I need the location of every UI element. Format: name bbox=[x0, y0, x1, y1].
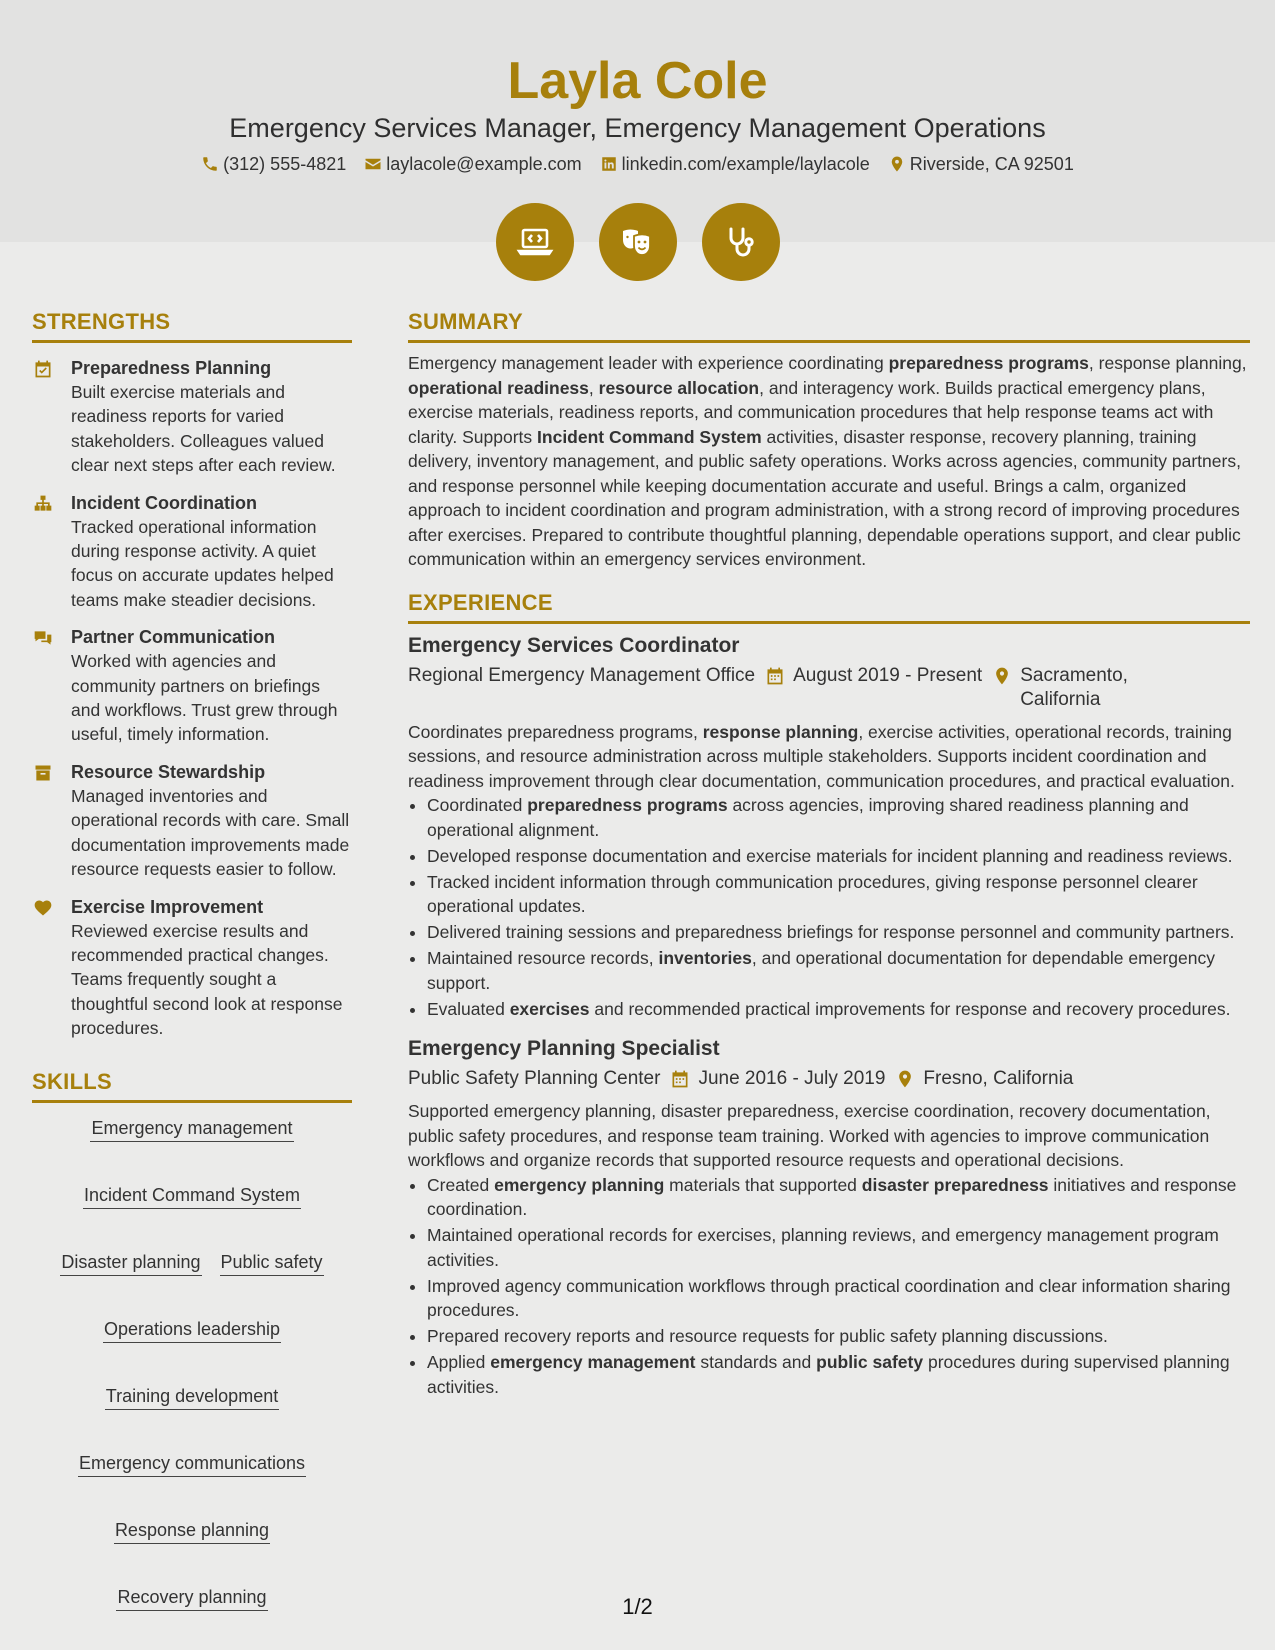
map-pin-icon bbox=[895, 1069, 915, 1089]
phone-icon bbox=[201, 155, 219, 173]
contact-linkedin[interactable] bbox=[600, 152, 870, 176]
skills-list bbox=[32, 1117, 352, 1611]
skills-heading: SKILLS bbox=[32, 1067, 352, 1103]
strength-desc: Built exercise materials and readiness reports for varied stakeholders. Colleagues valued clear next steps after each review. bbox=[71, 382, 336, 476]
sitemap-icon bbox=[32, 494, 54, 514]
right-column bbox=[408, 307, 1250, 1401]
list-item: • Maintained resource records, inventories, and operational documentation for dependable emergency support. bbox=[427, 946, 1250, 995]
job-title: Emergency Planning Specialist bbox=[408, 1037, 720, 1060]
stethoscope-icon bbox=[702, 203, 780, 281]
job-description: Coordinates preparedness programs, response planning, exercise activities, operational records, training sessions, and resource administration across multiple stakeholders. Supports incident coordination and readiness improvement through clear documentation, communication procedures, and practical evaluation. bbox=[408, 721, 1235, 791]
map-pin-icon bbox=[888, 155, 906, 173]
job-dates: August 2019 - Present bbox=[793, 664, 983, 686]
job-location: Fresno, California bbox=[923, 1068, 1074, 1089]
strength-title: Preparedness Planning bbox=[71, 358, 272, 378]
list-item: • Improved agency communication workflows through practical coordination and clear information sharing procedures. bbox=[427, 1274, 1250, 1323]
comments-icon bbox=[32, 628, 54, 648]
strength-title: Incident Coordination bbox=[71, 492, 257, 513]
skill-tag: Recovery planning bbox=[116, 1586, 267, 1611]
calendar-check-icon bbox=[32, 359, 54, 379]
contact-bar bbox=[0, 152, 1275, 176]
strength-desc: Managed inventories and operational records with care. Small documentation improvements made resource requests easier to follow. bbox=[71, 785, 350, 880]
list-item: • Applied emergency management standards and public safety procedures during supervised planning activities. bbox=[427, 1350, 1250, 1399]
job-location: Sacramento, California bbox=[1020, 664, 1128, 710]
strength-item bbox=[32, 895, 352, 1041]
page-number: 1/2 bbox=[622, 1594, 653, 1619]
job-meta bbox=[408, 1067, 1250, 1091]
strength-title: Resource Stewardship bbox=[71, 761, 266, 782]
strengths-heading: STRENGTHS bbox=[32, 307, 352, 343]
list-item: • Delivered training sessions and preparedness briefings for response personnel and community partners. bbox=[427, 920, 1250, 945]
skill-tag: Response planning bbox=[114, 1519, 270, 1544]
job-title: Emergency Services Coordinator bbox=[408, 633, 740, 657]
email-text: laylacole@example.com bbox=[386, 154, 582, 174]
skill-tag: Operations leadership bbox=[103, 1318, 281, 1343]
archive-icon bbox=[32, 763, 54, 783]
strength-item bbox=[32, 625, 352, 747]
strength-title: Partner Communication bbox=[71, 627, 276, 648]
list-item: • Evaluated exercises and recommended practical improvements for response and recovery procedures. bbox=[427, 997, 1250, 1022]
contact-email[interactable] bbox=[364, 152, 581, 176]
job-description: Supported emergency planning, disaster preparedness, exercise coordination, recovery documentation, public safety procedures, and response team training. Worked with agencies to improve communication workflows and organize records that supported resource requests and operational decisions. bbox=[408, 1101, 1211, 1170]
job-dates: June 2016 - July 2019 bbox=[698, 1068, 886, 1089]
location-text: Riverside, CA 92501 bbox=[909, 154, 1074, 174]
skill-tag: Incident Command System bbox=[83, 1184, 301, 1209]
candidate-name: Layla Cole bbox=[507, 52, 768, 110]
skill-tag: Emergency communications bbox=[78, 1452, 306, 1477]
linkedin-text: linkedin.com/example/laylacole bbox=[621, 154, 870, 174]
calendar-icon bbox=[765, 666, 785, 686]
calendar-icon bbox=[670, 1069, 690, 1089]
strength-item bbox=[32, 491, 352, 613]
summary-text: Emergency management leader with experience coordinating preparedness programs, response planning, operational readiness, resource allocation, and interagency work. Builds practical emergency plans, exercise materials, readiness reports, and communication procedures that help response teams act with clarity. Supports Incident Command System activities, disaster response, recovery planning, training delivery, inventory management, and public safety operations. Works across agencies, community partners, and response personnel while keeping documentation accurate and useful. Brings a calm, organized approach to incident coordination and program administration, with a strong record of improving procedures after exercises. Prepared to contribute thoughtful planning, dependable operations support, and clear public communication within an emergency services environment. bbox=[408, 353, 1247, 569]
job-entry bbox=[408, 1035, 1250, 1399]
strength-title: Exercise Improvement bbox=[71, 896, 264, 917]
job-org: Public Safety Planning Center bbox=[408, 1068, 661, 1089]
strength-desc: Tracked operational information during response activity. A quiet focus on accurate updates helped teams make steadier decisions. bbox=[71, 516, 334, 610]
skill-tag: Public safety bbox=[220, 1251, 324, 1276]
list-item: • Tracked incident information through communication procedures, giving response personnel clearer operational updates. bbox=[427, 870, 1250, 919]
job-entry bbox=[408, 632, 1250, 1022]
skill-tag: Emergency management bbox=[90, 1117, 293, 1142]
strength-desc: Worked with agencies and community partners on briefings and workflows. Trust grew through useful, timely information. bbox=[71, 651, 338, 745]
envelope-icon bbox=[364, 155, 382, 173]
job-bullets bbox=[408, 793, 1250, 1021]
list-item: • Prepared recovery reports and resource requests for public safety planning discussions. bbox=[427, 1324, 1250, 1349]
list-item: • Created emergency planning materials that supported disaster preparedness initiatives and response coordination. bbox=[427, 1173, 1250, 1222]
list-item: • Coordinated preparedness programs across agencies, improving shared readiness planning and operational alignment. bbox=[427, 793, 1250, 842]
phone-text: (312) 555-4821 bbox=[223, 154, 347, 174]
summary-heading: SUMMARY bbox=[408, 307, 1250, 343]
skill-tag: Training development bbox=[105, 1385, 279, 1410]
laptop-code-icon bbox=[496, 203, 574, 281]
strength-item bbox=[32, 760, 352, 882]
linkedin-icon bbox=[600, 155, 618, 173]
strength-desc: Reviewed exercise results and recommended practical changes. Teams frequently sought a thoughtful second look at response procedures. bbox=[71, 920, 343, 1039]
skill-tag: Disaster planning bbox=[60, 1251, 201, 1276]
theater-masks-icon bbox=[599, 203, 677, 281]
contact-location bbox=[888, 152, 1074, 176]
strength-item bbox=[32, 356, 352, 478]
job-org: Regional Emergency Management Office bbox=[408, 664, 756, 686]
job-meta bbox=[408, 664, 1250, 712]
heart-icon bbox=[32, 898, 54, 918]
left-column bbox=[32, 307, 352, 1611]
map-pin-icon bbox=[992, 666, 1012, 686]
list-item: • Developed response documentation and exercise materials for incident planning and readiness reviews. bbox=[427, 844, 1250, 869]
list-item: • Maintained operational records for exercises, planning reviews, and emergency management program activities. bbox=[427, 1223, 1250, 1272]
interest-icons bbox=[0, 203, 1275, 281]
experience-heading: EXPERIENCE bbox=[408, 588, 1250, 624]
contact-phone[interactable] bbox=[201, 152, 346, 176]
job-bullets bbox=[408, 1173, 1250, 1400]
candidate-headline: Emergency Services Manager, Emergency Management Operations bbox=[229, 113, 1046, 143]
